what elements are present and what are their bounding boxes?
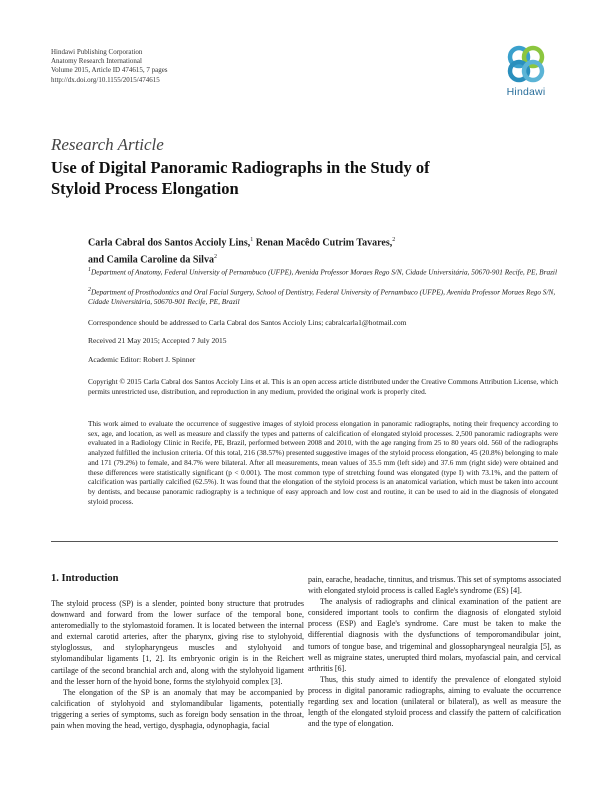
- section-heading-introduction: 1. Introduction: [51, 573, 119, 584]
- body-paragraph: Thus, this study aimed to identify the prevalence of elongated styloid process in digital panoramic radiographs, aiming to evaluate the occurrence regarding sex and location (unilateral or bilateral), as well as measure the length of the elongated styloid process and classify the pattern of calcification and the type of elongation.: [308, 674, 561, 729]
- body-paragraph: pain, earache, headache, tinnitus, and trismus. This set of symptoms associated with elongated styloid process is called Eagle's syndrome (ES) [4].: [308, 575, 561, 596]
- publisher-name: Hindawi Publishing Corporation: [51, 48, 143, 56]
- affiliation-mark: 1: [88, 267, 91, 273]
- hindawi-logo-icon: [504, 44, 548, 84]
- author-affiliation-mark: 2: [392, 237, 396, 243]
- received-accepted-dates: Received 21 May 2015; Accepted 7 July 2015: [88, 336, 227, 345]
- author-affiliation-mark: 1: [250, 237, 254, 243]
- body-column-right: [308, 574, 561, 729]
- author-name: and Camila Caroline da Silva: [88, 254, 214, 266]
- author-name: Renan Macêdo Cutrim Tavares,: [253, 237, 393, 249]
- affiliation-mark: 2: [88, 287, 91, 293]
- hindawi-logo: [496, 44, 556, 106]
- journal-name: Anatomy Research International: [51, 57, 142, 66]
- affiliation-text: Department of Anatomy, Federal University of Pernambuco (UFPE), Avenida Professor Moraes Rego S/N, Cidade Universitária, 50670-901 Recife, PE, Brazil: [91, 267, 557, 277]
- article-title: Use of Digital Panoramic Radiographs in the Study of Styloid Process Elongation: [51, 158, 430, 198]
- hindawi-logo-text: Hindawi: [506, 86, 546, 98]
- correspondence: Correspondence should be addressed to Carla Cabral dos Santos Accioly Lins; cabralcarla1@hotmail.com: [88, 318, 407, 327]
- affiliation: [88, 266, 558, 277]
- body-paragraph: The styloid process (SP) is a slender, pointed bony structure that protrudes downward and forward from the lower surface of the temporal bone, anteromedially to the stylomastoid foramen. It is located between the internal and external carotid arteries, after the pharynx, giving rise to stylohyoid, styloglossus, and stylopharyngeus muscles and stylohyoid and stylomandibular ligaments [1, 2]. Its embryonic origin is in the Reichert cartilage of the second branchial arch and, along with the stylohyoid ligament and the lesser horn of the hyoid bone, forms the stylohyoid complex [3].: [51, 599, 304, 686]
- academic-editor: Academic Editor: Robert J. Spinner: [88, 355, 196, 364]
- author-list: [88, 233, 548, 268]
- author-name: Carla Cabral dos Santos Accioly Lins,: [88, 237, 251, 249]
- body-paragraph: The elongation of the SP is an anomaly that may be accompanied by calcification of stylohyoid and stylomandibular ligaments, potentially triggering a series of symptoms, such as foreign body sensation in the throat, pain when moving the head, vertigo, dysphagia, odynophagia, facial: [51, 687, 304, 731]
- doi-link[interactable]: http://dx.doi.org/10.1155/2015/474615: [51, 75, 160, 84]
- body-column-left: [51, 598, 304, 731]
- copyright-notice: Copyright © 2015 Carla Cabral dos Santos Accioly Lins et al. This is an open access article distributed under the Creative Commons Attribution License, which permits unrestricted use, distribution, and reproduction in any medium, provided the original work is properly cited.: [88, 377, 558, 396]
- affiliation-text: Department of Prosthodontics and Oral Facial Surgery, School of Dentistry, Federal University of Pernambuco (UFPE), Avenida Professor Moraes Rego S/N, Cidade Universitária, 50670-901 Recife, PE, Brazil: [88, 287, 556, 306]
- author-affiliation-mark: 2: [213, 254, 217, 261]
- volume-info: Volume 2015, Article ID 474615, 7 pages: [51, 66, 168, 75]
- body-paragraph: The analysis of radiographs and clinical examination of the patient are considered important tools to confirm the diagnosis of elongated styloid process (ESP) and Eagle's syndrome. Care must be taken to make the differential diagnosis with the dysfunctions of temporomandibular joint, tumors of tongue base, and trigeminal and glossopharyngeal neuralgia [5], as well as migraine states, unerupted third molars, myofascial pain, and cervical arthritis [6].: [308, 597, 561, 673]
- article-type: Research Article: [51, 135, 164, 154]
- section-divider: [51, 541, 558, 542]
- abstract: This work aimed to evaluate the occurrence of suggestive images of styloid process elongation in panoramic radiographs, noting their frequency according to sex, age, and location, as well as measure and classify the types and patterns of calcification of elongated styloid processes. 2,500 panoramic radiographs were evaluated in a Radiology Clinic in Recife, PE, Brazil, performed between 2008 and 2010, with the age ranging from 25 to 80 years old. 560 of the radiographs analyzed fulfilled the inclusion criteria. Of this total, 216 (38.57%) presented suggestive images of the styloid process elongation, 45 (20.8%) belonging to male and 171 (79.2%) to female, and 84.7% were bilateral. After all measurements, mean values of 35.5 mm (left side) and 37.6 mm (right side) were obtained and these differences were statistically significant (p < 0.001). The most common type of stretching found was elongated (type I) with 73.1%, and the pattern of calcification was partially calcified (62.5%). It was found that the elongation of the styloid process is an anatomical variation, which must be taken into account by dentists, and because panoramic radiography is a technique of easy approach and low cost and routine, it can be used to aid in the diagnosis of elongated styloid process.: [88, 419, 558, 506]
- journal-header: [51, 48, 168, 85]
- affiliation: [88, 286, 558, 306]
